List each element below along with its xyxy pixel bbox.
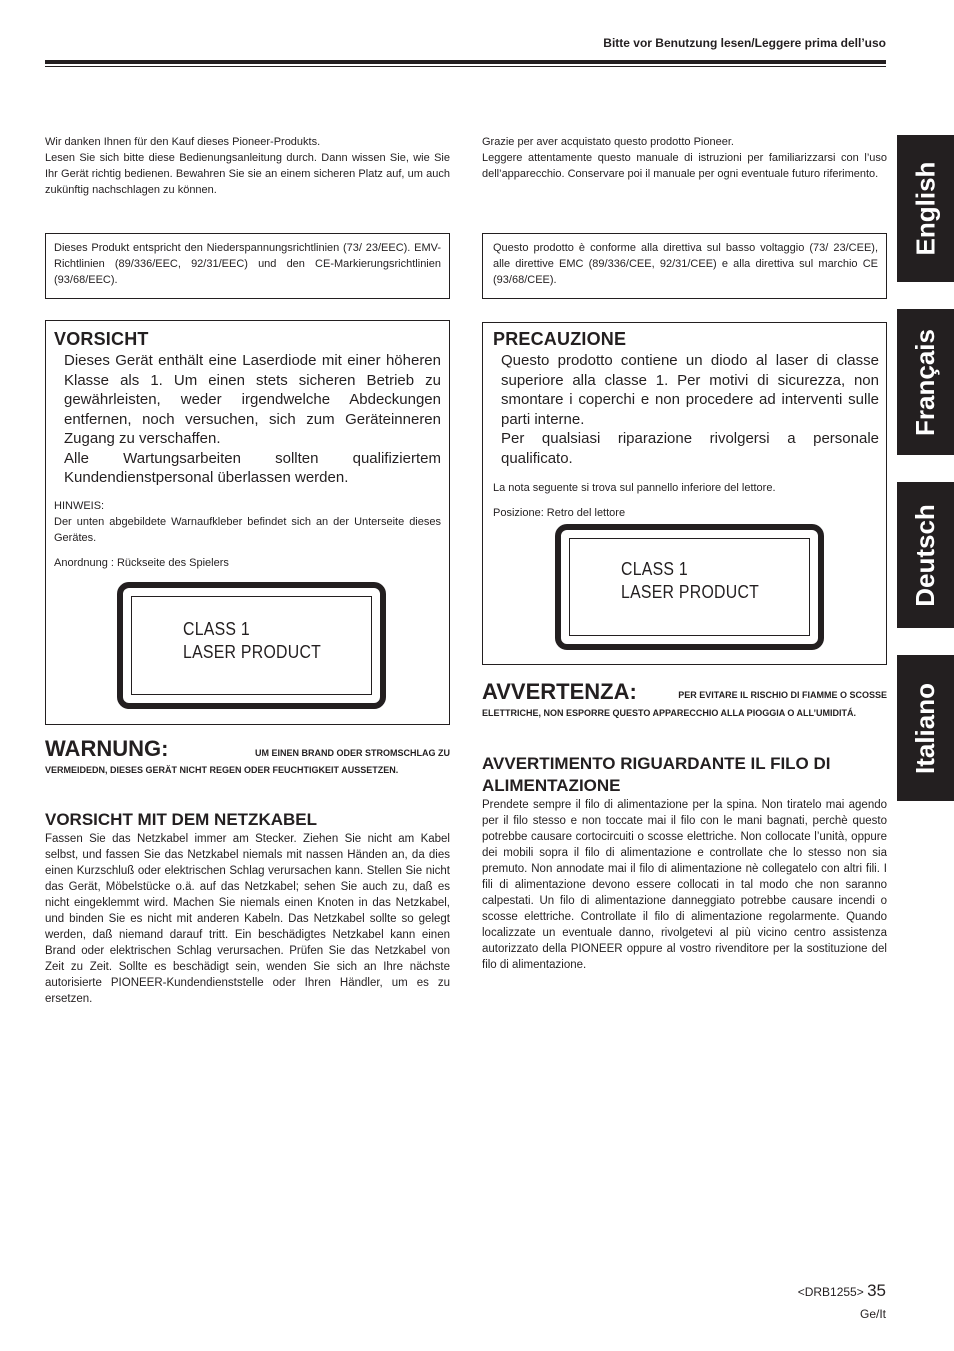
footer-language: Ge/It [859,1307,886,1321]
cord-title: AVVERTIMENTO RIGUARDANTE IL FILO DI ALIMENTAZIONE [482,754,831,795]
intro-de [45,134,450,198]
header-rule-thin [45,66,886,67]
note-label: HINWEIS: [54,500,105,512]
caution-paragraph: Dieses Gerät enthält eine Laserdiode mit einer höheren Klasse als 1. Um einen stets sicheren Betrieb zu gewährleisten, weder irgendwelche Abdeckungen entfernen, noch versuchen, sich zum Geräteinneren Zugang zu verschaffen. [64,352,441,447]
caution-box-it [482,322,887,665]
laser-label-de [117,582,386,709]
tab-francais[interactable] [897,309,954,455]
warning-text: ELETTRICHE, NON ESPORRE QUESTO APPARECCHIO ALLA PIOGGIA O ALL’UMIDITÁ. [482,708,857,718]
label-location: Anordnung : Rückseite des Spielers [54,557,229,569]
directive-text: Questo prodotto è conforme alla direttiva sul basso voltaggio (73/ 23/CEE), alle direttive EMC (89/336/CEE, 92/31/CEE) e alla direttiva sul marchio CE (93/68/CEE). [493,242,878,286]
intro-it [482,134,887,182]
caution-title: VORSICHT [54,329,149,349]
tab-english[interactable] [897,135,954,282]
caution-paragraph: Per qualsiasi riparazione rivolgersi a personale qualificato. [501,430,879,467]
tab-italiano[interactable] [897,655,954,801]
warning-text: UM EINEN BRAND ODER STROMSCHLAG ZU [255,748,450,758]
header-title: Bitte vor Benutzung lesen/Leggere prima dell’uso [603,36,886,50]
cord-text: Prendete sempre il filo di alimentazione per la spina. Non tiratelo mai agendo per il filo stesso e non toccate mai il filo con le mani bagnati, perchè questo potrebbe causare cortocircuiti o scosse elettriche. Non collocate l’unità, oppure dei mobili sopra il filo di alimentazione e controllate che lo stesso non sia premuto. Non annodate mai il filo di alimentazione nè collegatelo con altri fili. I fili di alimentazione devono essere collocati in tal modo che non saranno calpestati. Un filo di alimentazione danneggiato potrebbe causare incendi o scosse elettriche. Controllate il filo di alimentazione regolarmente. Quando localizzate un eventuale danno, rivolgetevi al più vicino centro assistenza autorizzato della PIONEER oppure al vostro rivenditore per la sostituzione del filo di alimentazione. [482,799,887,971]
caution-title: PRECAUZIONE [493,329,627,349]
note-text: Der unten abgebildete Warnaufkleber befindet sich an der Unterseite dieses Gerätes. [54,516,441,544]
warning-text: PER EVITARE IL RISCHIO DI FIAMME O SCOSSE [678,690,887,700]
tab-label: Français [910,328,941,436]
caution-text [501,351,879,468]
directive-box-de [45,233,450,299]
warning-heading: WARNUNG: [45,736,169,761]
cord-text: Fassen Sie das Netzkabel immer am Stecker. Ziehen Sie nicht am Kabel selbst, und fassen Sie das Netzkabel niemals mit nassen Händen an, da dies einen Kurzschluß oder elektrischen Schlag verursachen kann. Stellen Sie nicht das Gerät, Möbelstücke o.ä. auf das Netzkabel; sehen Sie auch zu, daß es nicht eingeklemmt wird. Machen Sie niemals einen Knoten in das Netzkabel, und binden Sie es nicht mit anderen Kabeln. Das Netzkabel sollte so gelegt werden, daß niemand darauf tritt. Ein beschädigtes Netzkabel kann einen Brand oder elektrischen Schlag verursachen. Prüfen Sie das Netzkabel von Zeit zu Zeit. Sollte es beschädigt sein, wenden Sie sich an Ihre nächste autorisierte PIONEER-Kundendienststelle oder Ihren Händler, um es zu ersetzen. [45,833,450,1005]
tab-label: Deutsch [910,503,941,607]
warning-it [482,679,887,721]
note-text: La nota seguente si trova sul pannello inferiore del lettore. [493,482,776,494]
laser-label-line: CLASS 1 [621,559,689,579]
laser-label-text [621,558,759,604]
label-location: Posizione: Retro del lettore [493,507,626,519]
tab-label: Italiano [910,682,941,774]
laser-label-it [555,524,824,650]
laser-label-line: CLASS 1 [183,619,251,639]
intro-line: Lesen Sie sich bitte diese Bedienungsanleitung durch. Dann wissen Sie, wie Sie Ihr Gerät richtig bedienen. Bewahren Sie sie an einem sicheren Platz auf, um auch zukünftig nachschlagen zu können. [45,152,450,196]
warning-de [45,736,450,778]
laser-label-text [183,618,321,664]
laser-label-line: LASER PRODUCT [183,642,322,662]
caution-box-de [45,320,450,725]
note [54,498,441,546]
header-rule [45,60,886,64]
footer-code [798,1281,886,1301]
laser-label-line: LASER PRODUCT [621,582,760,602]
tab-label: English [910,161,940,256]
cord-section-it [482,753,887,973]
intro-line: Grazie per aver acquistato questo prodotto Pioneer. [482,136,734,148]
page-number: 35 [867,1281,886,1300]
directive-text: Dieses Produkt entspricht den Niederspannungsrichtlinien (73/ 23/EEC). EMV-Richtlinien (89/336/EEC, 92/31/EEC) und den CE-Markierungsrichtlinien (93/68/EEC). [54,242,441,286]
caution-paragraph: Alle Wartungsarbeiten sollten qualifiziertem Kundendienstpersonal überlassen werden. [64,449,441,486]
intro-line: Wir danken Ihnen für den Kauf dieses Pioneer-Produkts. [45,136,321,148]
cord-title: VORSICHT MIT DEM NETZKABEL [45,810,317,829]
directive-box-it [482,233,887,299]
warning-text: VERMEIDEDN, DIESES GERÄT NICHT REGEN ODER FEUCHTIGKEIT AUSSETZEN. [45,765,399,775]
document-code: <DRB1255> [797,1285,864,1299]
intro-line: Leggere attentamente questo manuale di istruzioni per familiarizzarsi con l’uso dell’apparecchio. Conservare poi il manuale per ogni eventuale futuro riferimento. [482,152,887,180]
cord-section-de [45,809,450,1007]
tab-deutsch[interactable] [897,482,954,628]
caution-text [64,351,441,488]
warning-heading: AVVERTENZA: [482,679,637,704]
caution-paragraph: Questo prodotto contiene un diodo al laser di classe superiore alla classe 1. Per motivi di sicurezza, non smontare i coperchi e non procedere ad interventi sulle parti interne. [501,352,879,428]
